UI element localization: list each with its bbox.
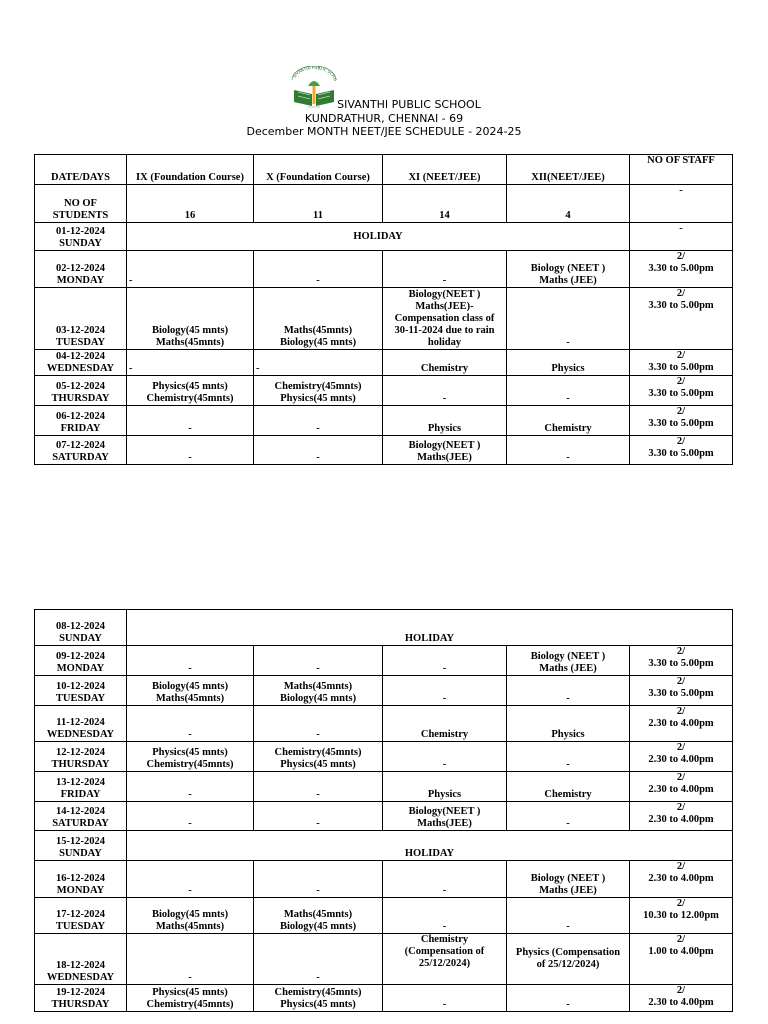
table-row (35, 706, 733, 742)
xi-cell: Biology(NEET ) Maths(JEE)- Compensation class of 30-11-2024 due to rain holiday (383, 288, 507, 350)
table-row (35, 934, 733, 985)
date-day-cell: 12-12-2024 THURSDAY (35, 742, 127, 772)
xii-cell: Physics (507, 706, 630, 742)
header-row (35, 155, 733, 185)
staff-cell: 2/ 3.30 to 5.00pm (630, 350, 733, 376)
ix-cell: - (127, 406, 254, 436)
date-day-cell: 05-12-2024 THURSDAY (35, 376, 127, 406)
xi-cell: Biology(NEET ) Maths(JEE) (383, 802, 507, 831)
ix-cell: - (127, 706, 254, 742)
staff-cell: 2/ 3.30 to 5.00pm (630, 376, 733, 406)
xi-cell: - (383, 646, 507, 676)
ix-cell: Biology(45 mnts) Maths(45mnts) (127, 288, 254, 350)
students-xii: 4 (507, 185, 630, 223)
ix-cell: Physics(45 mnts) Chemistry(45mnts) (127, 985, 254, 1012)
x-cell: Chemistry(45mnts) Physics(45 mnts) (254, 985, 383, 1012)
table-row (35, 610, 733, 646)
table-row (35, 251, 733, 288)
header-xi: XI (NEET/JEE) (383, 155, 507, 185)
ix-cell: - (127, 436, 254, 465)
date-day-cell: 14-12-2024 SATURDAY (35, 802, 127, 831)
date-day-cell: 15-12-2024 SUNDAY (35, 831, 127, 861)
staff-cell: 2/ 3.30 to 5.00pm (630, 288, 733, 350)
xii-cell: - (507, 676, 630, 706)
staff-cell: 2/ 3.30 to 5.00pm (630, 646, 733, 676)
xii-cell: Biology (NEET ) Maths (JEE) (507, 646, 630, 676)
x-cell: Chemistry(45mnts) Physics(45 mnts) (254, 742, 383, 772)
xi-cell: Chemistry (Compensation of 25/12/2024) (383, 934, 507, 985)
table-row (35, 742, 733, 772)
date-day-cell: 09-12-2024 MONDAY (35, 646, 127, 676)
staff-cell: 2/ 3.30 to 5.00pm (630, 676, 733, 706)
date-day-cell: 18-12-2024 WEDNESDAY (35, 934, 127, 985)
xii-cell: - (507, 802, 630, 831)
table-row (35, 861, 733, 898)
schedule-table-2 (34, 609, 733, 1012)
x-cell: - (254, 251, 383, 288)
table-row (35, 350, 733, 376)
x-cell: - (254, 350, 383, 376)
x-cell: - (254, 934, 383, 985)
table-row (35, 436, 733, 465)
holiday-cell: HOLIDAY (127, 223, 630, 251)
xii-cell: - (507, 985, 630, 1012)
ix-cell: - (127, 802, 254, 831)
xii-cell: - (507, 436, 630, 465)
staff-cell: 2/ 10.30 to 12.00pm (630, 898, 733, 934)
school-name: SIVANTHI PUBLIC SCHOOL (337, 98, 481, 111)
table-row (35, 288, 733, 350)
xi-cell: - (383, 676, 507, 706)
x-cell: Maths(45mnts) Biology(45 mnts) (254, 676, 383, 706)
x-cell: - (254, 646, 383, 676)
students-row (35, 185, 733, 223)
xi-cell: Chemistry (383, 350, 507, 376)
xii-cell: Chemistry (507, 406, 630, 436)
students-xi: 14 (383, 185, 507, 223)
students-staff: - (630, 185, 733, 223)
x-cell: - (254, 706, 383, 742)
xii-cell: Biology (NEET ) Maths (JEE) (507, 861, 630, 898)
xi-cell: Physics (383, 772, 507, 802)
xii-cell: Biology (NEET ) Maths (JEE) (507, 251, 630, 288)
date-day-cell: 04-12-2024 WEDNESDAY (35, 350, 127, 376)
ix-cell: Physics(45 mnts) Chemistry(45mnts) (127, 742, 254, 772)
students-x: 11 (254, 185, 383, 223)
xi-cell: - (383, 376, 507, 406)
svg-text:SIVANTHI PUBLIC SCHOOL: SIVANTHI PUBLIC SCHO (291, 66, 338, 82)
staff-cell: 2/ 2.30 to 4.00pm (630, 706, 733, 742)
x-cell: - (254, 406, 383, 436)
x-cell: Chemistry(45mnts) Physics(45 mnts) (254, 376, 383, 406)
header-date-days: DATE/DAYS (35, 155, 127, 185)
x-cell: - (254, 802, 383, 831)
xi-cell: - (383, 861, 507, 898)
xii-cell: Chemistry (507, 772, 630, 802)
table-row (35, 802, 733, 831)
students-label: NO OF STUDENTS (35, 185, 127, 223)
students-ix: 16 (127, 185, 254, 223)
ix-cell: Physics(45 mnts) Chemistry(45mnts) (127, 376, 254, 406)
staff-cell: 2/ 2.30 to 4.00pm (630, 985, 733, 1012)
staff-cell: 2/ 1.00 to 4.00pm (630, 934, 733, 985)
header-x: X (Foundation Course) (254, 155, 383, 185)
date-day-cell: 01-12-2024 SUNDAY (35, 223, 127, 251)
xii-cell: - (507, 898, 630, 934)
ix-cell: - (127, 772, 254, 802)
staff-cell: 2/ 2.30 to 4.00pm (630, 772, 733, 802)
ix-cell: - (127, 350, 254, 376)
header-ix: IX (Foundation Course) (127, 155, 254, 185)
staff-cell: 2/ 2.30 to 4.00pm (630, 742, 733, 772)
table-row (35, 646, 733, 676)
xii-cell: Physics (Compensation of 25/12/2024) (507, 934, 630, 985)
staff-cell: - (630, 223, 733, 251)
table-row (35, 772, 733, 802)
xi-cell: - (383, 251, 507, 288)
date-day-cell: 02-12-2024 MONDAY (35, 251, 127, 288)
date-day-cell: 08-12-2024 SUNDAY (35, 610, 127, 646)
table-row (35, 831, 733, 861)
xi-cell: - (383, 898, 507, 934)
staff-cell: 2/ 2.30 to 4.00pm (630, 802, 733, 831)
date-day-cell: 07-12-2024 SATURDAY (35, 436, 127, 465)
staff-cell: 2/ 2.30 to 4.00pm (630, 861, 733, 898)
ix-cell: Biology(45 mnts) Maths(45mnts) (127, 898, 254, 934)
xii-cell: - (507, 376, 630, 406)
school-address: KUNDRATHUR, CHENNAI - 69 (304, 112, 464, 125)
ix-cell: - (127, 251, 254, 288)
xii-cell: - (507, 288, 630, 350)
date-day-cell: 03-12-2024 TUESDAY (35, 288, 127, 350)
staff-cell: 2/ 3.30 to 5.00pm (630, 406, 733, 436)
ix-cell: - (127, 646, 254, 676)
table-row (35, 898, 733, 934)
xi-cell: Biology(NEET ) Maths(JEE) (383, 436, 507, 465)
table-row (35, 376, 733, 406)
x-cell: - (254, 861, 383, 898)
x-cell: Maths(45mnts) Biology(45 mnts) (254, 288, 383, 350)
date-day-cell: 10-12-2024 TUESDAY (35, 676, 127, 706)
staff-cell: 2/ 3.30 to 5.00pm (630, 251, 733, 288)
xii-cell: Physics (507, 350, 630, 376)
table-row (35, 676, 733, 706)
table-row (35, 406, 733, 436)
x-cell: Maths(45mnts) Biology(45 mnts) (254, 898, 383, 934)
xi-cell: Physics (383, 406, 507, 436)
table-row (35, 985, 733, 1012)
date-day-cell: 11-12-2024 WEDNESDAY (35, 706, 127, 742)
x-cell: - (254, 772, 383, 802)
table-row (35, 223, 733, 251)
ix-cell: - (127, 934, 254, 985)
xi-cell: - (383, 742, 507, 772)
xi-cell: - (383, 985, 507, 1012)
header-xii: XII(NEET/JEE) (507, 155, 630, 185)
header-staff: NO OF STAFF (630, 155, 733, 185)
schedule-table-1 (34, 154, 733, 465)
date-day-cell: 16-12-2024 MONDAY (35, 861, 127, 898)
date-day-cell: 06-12-2024 FRIDAY (35, 406, 127, 436)
date-day-cell: 17-12-2024 TUESDAY (35, 898, 127, 934)
staff-cell: 2/ 3.30 to 5.00pm (630, 436, 733, 465)
ix-cell: Biology(45 mnts) Maths(45mnts) (127, 676, 254, 706)
holiday-cell: HOLIDAY (127, 610, 733, 646)
date-day-cell: 13-12-2024 FRIDAY (35, 772, 127, 802)
ix-cell: - (127, 861, 254, 898)
xii-cell: - (507, 742, 630, 772)
xi-cell: Chemistry (383, 706, 507, 742)
schedule-title: December MONTH NEET/JEE SCHEDULE - 2024-25 (246, 125, 522, 138)
date-day-cell: 19-12-2024 THURSDAY (35, 985, 127, 1012)
holiday-cell: HOLIDAY (127, 831, 733, 861)
x-cell: - (254, 436, 383, 465)
